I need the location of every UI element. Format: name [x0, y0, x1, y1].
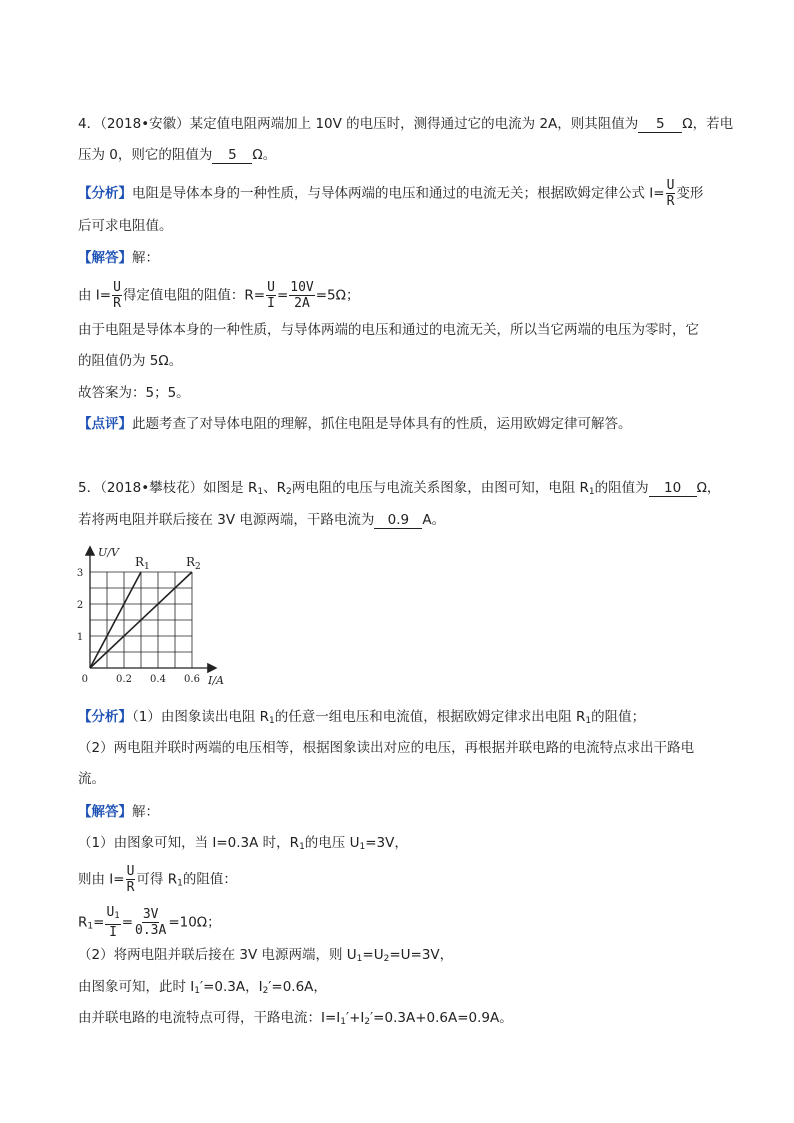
q4-analysis-text: 电阻是导体本身的一种性质，与导体两端的电压和通过的电流无关；根据欧姆定律公式 I=: [132, 185, 665, 202]
q4-comment-text: 此题考查了对导体电阻的理解，抓住电阻是导体具有的性质，运用欧姆定律可解答。: [132, 416, 632, 432]
q4-answer1: 5: [638, 116, 682, 133]
x-tick-label: 0.6: [184, 674, 200, 685]
fraction-numerator: U: [113, 280, 121, 295]
formula-fraction-ui: [105, 905, 120, 940]
q4-comment-tag: 【点评】: [78, 416, 132, 432]
subscript: 2: [383, 954, 390, 964]
y-tick-label: 2: [76, 600, 84, 611]
q4-mid: Ω，若电: [682, 116, 734, 132]
x-tick-label: 0.4: [150, 674, 166, 685]
fraction-numerator: 3V: [142, 907, 159, 922]
fraction-symbol: U: [106, 905, 115, 920]
subscript: 1: [356, 954, 363, 964]
subscript: 1: [87, 921, 94, 932]
q5-answer1: 10: [649, 480, 697, 497]
u-i-graph: [70, 540, 230, 700]
q5-solution-text: =3V，: [365, 835, 408, 851]
q5-solution-line6: [78, 1008, 513, 1032]
x-tick-label: 0.2: [116, 674, 132, 685]
fraction-denominator: R: [126, 880, 135, 895]
q5-solution-tag: 【解答】: [78, 804, 132, 820]
formula-fraction-values: [134, 907, 167, 938]
formula-text: 得定值电阻的阻值：R=: [122, 287, 266, 304]
q4-analysis-post: 变形: [676, 185, 704, 202]
y-tick-label: 1: [76, 632, 84, 643]
q4-analysis-line2: 后可求电阻值。: [78, 218, 173, 234]
q4-answer2: 5: [212, 147, 252, 164]
x-axis-label: I/A: [208, 674, 224, 687]
q5-analysis-line3: 流。: [78, 771, 105, 787]
formula-equals: =: [276, 287, 289, 304]
q4-head: 4．（2018•安徽）某定值电阻两端加上 10V 的电压时，测得通过它的电流为 2A，则其阻值为: [78, 116, 639, 132]
q5-solution-text: （1）由图象可知，当 I=0.3A 时，R: [78, 835, 300, 851]
q5-unit1: Ω，: [696, 480, 721, 496]
q5-solution-text: 由并联电路的电流特点可得，干路电流：I=I: [78, 1010, 341, 1026]
subscript: 1: [257, 487, 264, 497]
formula-text: R: [78, 914, 88, 931]
q4-comment: [78, 414, 632, 434]
formula-equals: =: [121, 914, 133, 931]
y-axis-label: U/V: [98, 546, 119, 559]
subscript: 1: [585, 716, 592, 726]
q5-solution-text: ′=0.3A，I: [200, 979, 263, 995]
q5-solution-text: 的阻值：: [182, 871, 237, 888]
q4-solution-header: [78, 248, 159, 268]
q5-head: 两电阻的电压与电流关系图象，由图可知，电阻 R: [291, 480, 589, 496]
q5-solution-text: 的电压 U: [304, 835, 360, 851]
formula-text: 由 I=: [78, 287, 112, 304]
q5-solution-formula: [78, 905, 221, 940]
formula-fraction-values: [289, 280, 314, 311]
q5-solution-text: 则由 I=: [78, 871, 125, 888]
q4-solution-formula: [78, 280, 359, 311]
q4-solution-line3: 的阻值仍为 5Ω。: [78, 353, 183, 369]
q5-head: 的阻值为: [594, 480, 649, 496]
formula-fraction-ur: [126, 864, 136, 895]
fraction-numerator: [105, 905, 120, 925]
fraction-denominator: I: [109, 925, 117, 940]
q5-line2: [78, 510, 445, 530]
q5-solution-text: ′=0.3A+0.6A=0.9A。: [370, 1010, 513, 1026]
subscript: 1: [194, 986, 201, 996]
q5-line2-text: 若将两电阻并联后接在 3V 电源两端，干路电流为: [78, 512, 375, 528]
fraction-numerator: 10V: [290, 280, 314, 295]
fraction-numerator: U: [666, 178, 675, 193]
q4-solution-answer: 故答案为：5；5。: [78, 385, 190, 401]
subscript: 2: [285, 487, 292, 497]
q5-solution-label: 解：: [132, 804, 159, 820]
q5-solution-text: =U: [362, 947, 384, 963]
q4-line2-text: 压为 0，则它的阻值为: [78, 147, 213, 163]
subscript: 1: [299, 842, 305, 852]
q4-analysis-tag: 【分析】: [78, 185, 132, 202]
q5-solution-header: [78, 802, 159, 822]
q4-line2: [78, 145, 276, 165]
q5-analysis-text: 的阻值；: [591, 709, 646, 725]
q5-solution-text: ′+I: [346, 1010, 365, 1026]
q5-solution-line1: [78, 833, 408, 857]
fraction-numerator: U: [267, 280, 275, 295]
q4-line2-unit: Ω。: [252, 147, 277, 163]
q4-solution-tag: 【解答】: [78, 250, 132, 266]
series-label-r2: $R_2$: [186, 555, 201, 572]
subscript: 1: [340, 1017, 347, 1027]
formula-fraction-ui: [266, 280, 276, 311]
subscript: 2: [364, 1017, 371, 1027]
subscript: 1: [269, 716, 275, 726]
subscript: 1: [114, 911, 120, 921]
q5-answer2: 0.9: [374, 512, 422, 529]
fraction-denominator: R: [666, 194, 675, 209]
fraction-numerator: U: [126, 864, 135, 879]
q5-head: 、R: [263, 480, 286, 496]
q5-solution-text: 可得 R: [136, 871, 178, 888]
y-tick-label: 3: [76, 568, 84, 579]
q4-line1: [78, 114, 733, 134]
fraction-denominator: R: [113, 296, 121, 311]
q5-head: 5．（2018•攀枝花）如图是 R: [78, 480, 258, 496]
q5-solution-text: =U=3V，: [389, 947, 454, 963]
formula-fraction-ur: [112, 280, 122, 311]
origin-label: 0: [81, 674, 88, 685]
q5-solution-line2: [78, 864, 237, 895]
q4-solution-label: 解：: [132, 250, 159, 266]
graph-labels: [77, 546, 224, 687]
subscript: 1: [177, 878, 183, 889]
formula-result: =5Ω；: [315, 287, 360, 304]
q4-analysis-fraction: [666, 178, 676, 209]
q5-analysis-line2: （2）两电阻并联时两端的电压相等，根据图象读出对应的电压，再根据并联电路的电流特点求出干路电: [78, 740, 695, 756]
q5-analysis-text: 的任意一组电压和电流值，根据欧姆定律求出电阻 R: [274, 709, 586, 725]
q5-solution-text: （2）将两电阻并联后接在 3V 电源两端，则 U: [78, 947, 357, 963]
q5-solution-line5: [78, 977, 327, 1001]
fraction-denominator: 0.3A: [135, 923, 167, 938]
subscript: 1: [359, 842, 366, 852]
formula-result: =10Ω；: [168, 914, 221, 931]
q5-line1: [78, 478, 720, 502]
fraction-denominator: I: [267, 296, 275, 311]
q4-solution-line2: 由于电阻是导体本身的一种性质，与导体两端的电压和通过的电流无关，所以当它两端的电压为零时，它: [78, 322, 699, 338]
q5-solution-line4: [78, 945, 453, 969]
q5-unit2: A。: [422, 512, 446, 528]
series-label-r1: $R_1$: [135, 555, 150, 572]
q5-analysis-line1: [78, 707, 645, 731]
q5-analysis-text: （1）由图象读出电阻 R: [132, 709, 270, 725]
q5-solution-text: ′=0.6A，: [268, 979, 327, 995]
formula-equals: =: [93, 914, 105, 931]
q4-analysis-line1: [78, 178, 703, 209]
subscript: 1: [588, 487, 595, 497]
subscript: 2: [262, 986, 269, 996]
q5-solution-text: 由图象可知，此时 I: [78, 979, 195, 995]
q5-analysis-tag: 【分析】: [78, 709, 132, 725]
fraction-denominator: 2A: [294, 296, 310, 311]
